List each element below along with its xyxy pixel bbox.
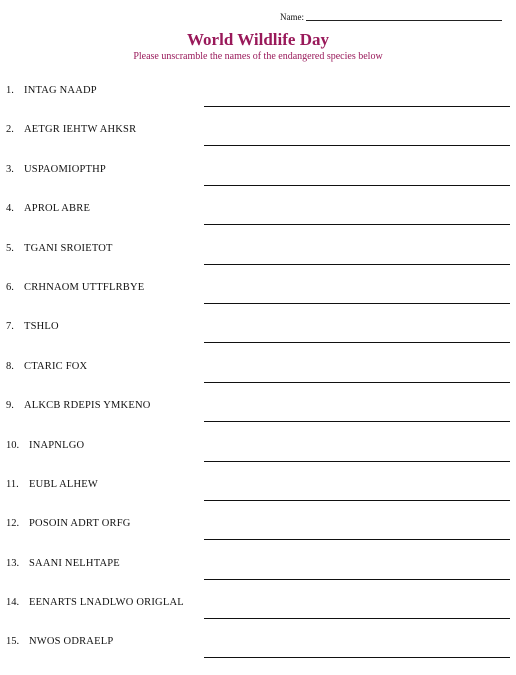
answer-line[interactable] bbox=[204, 618, 510, 619]
scrambled-word: CTARIC FOX bbox=[24, 360, 88, 372]
question-row bbox=[0, 478, 516, 517]
question-number: 10. bbox=[6, 439, 20, 451]
question-number: 9. bbox=[6, 400, 14, 412]
scrambled-word: AETGR IEHTW AHKSR bbox=[24, 124, 137, 136]
answer-line[interactable] bbox=[204, 342, 510, 343]
scrambled-word: USPAOMIOPTHP bbox=[24, 163, 106, 175]
question-number: 3. bbox=[6, 163, 14, 175]
question-row bbox=[0, 281, 516, 320]
question-row bbox=[0, 635, 516, 674]
question-row bbox=[0, 399, 516, 438]
name-label: Name: bbox=[280, 12, 304, 22]
answer-line[interactable] bbox=[204, 579, 510, 580]
scrambled-word: SAANI NELHTAPE bbox=[29, 557, 120, 569]
question-row bbox=[0, 557, 516, 596]
answer-line[interactable] bbox=[204, 382, 510, 383]
question-row bbox=[0, 320, 516, 359]
scrambled-word: ALKCB RDEPIS YMKENO bbox=[24, 400, 151, 412]
question-number: 13. bbox=[6, 557, 20, 569]
scrambled-word: POSOIN ADRT ORFG bbox=[29, 518, 131, 530]
answer-line[interactable] bbox=[204, 500, 510, 501]
name-field bbox=[280, 12, 502, 22]
question-row bbox=[0, 439, 516, 478]
scrambled-word: INAPNLGO bbox=[29, 439, 85, 451]
answer-line[interactable] bbox=[204, 303, 510, 304]
question-number: 11. bbox=[6, 478, 19, 490]
scrambled-word: INTAG NAADP bbox=[24, 85, 97, 96]
scrambled-word: EENARTS LNADLWO ORIGLAL bbox=[29, 597, 184, 609]
scrambled-word: CRHNAOM UTTFLRBYE bbox=[24, 281, 145, 293]
question-number: 14. bbox=[6, 597, 20, 609]
answer-line[interactable] bbox=[204, 145, 510, 146]
question-number: 1. bbox=[6, 85, 14, 96]
answer-line[interactable] bbox=[204, 185, 510, 186]
question-number: 4. bbox=[6, 203, 14, 215]
answer-line[interactable] bbox=[204, 461, 510, 462]
question-number: 12. bbox=[6, 518, 20, 530]
question-number: 15. bbox=[6, 636, 20, 648]
question-row bbox=[0, 242, 516, 281]
question-number: 5. bbox=[6, 242, 14, 254]
question-number: 7. bbox=[6, 321, 14, 333]
question-number: 8. bbox=[6, 360, 14, 372]
worksheet-title: World Wildlife Day bbox=[186, 30, 329, 49]
question-row bbox=[0, 596, 516, 635]
question-row bbox=[0, 202, 516, 241]
question-row bbox=[0, 517, 516, 556]
answer-line[interactable] bbox=[204, 224, 510, 225]
question-list bbox=[0, 84, 516, 675]
worksheet-instructions: Please unscramble the names of the endangered species below bbox=[133, 51, 383, 62]
scrambled-word: EUBL ALHEW bbox=[29, 478, 98, 490]
question-row bbox=[0, 84, 516, 123]
scrambled-word: NWOS ODRAELP bbox=[29, 636, 114, 648]
question-row bbox=[0, 163, 516, 202]
question-number: 2. bbox=[6, 124, 14, 136]
name-input-line[interactable] bbox=[306, 19, 502, 21]
question-number: 6. bbox=[6, 281, 14, 293]
question-row bbox=[0, 360, 516, 399]
scrambled-word: TGANI SROIETOT bbox=[24, 242, 113, 254]
answer-line[interactable] bbox=[204, 421, 510, 422]
answer-line[interactable] bbox=[204, 539, 510, 540]
answer-line[interactable] bbox=[204, 264, 510, 265]
scrambled-word: APROL ABRE bbox=[24, 203, 91, 215]
answer-line[interactable] bbox=[204, 657, 510, 658]
answer-line[interactable] bbox=[204, 106, 510, 107]
question-row bbox=[0, 123, 516, 162]
scrambled-word: TSHLO bbox=[24, 321, 59, 333]
